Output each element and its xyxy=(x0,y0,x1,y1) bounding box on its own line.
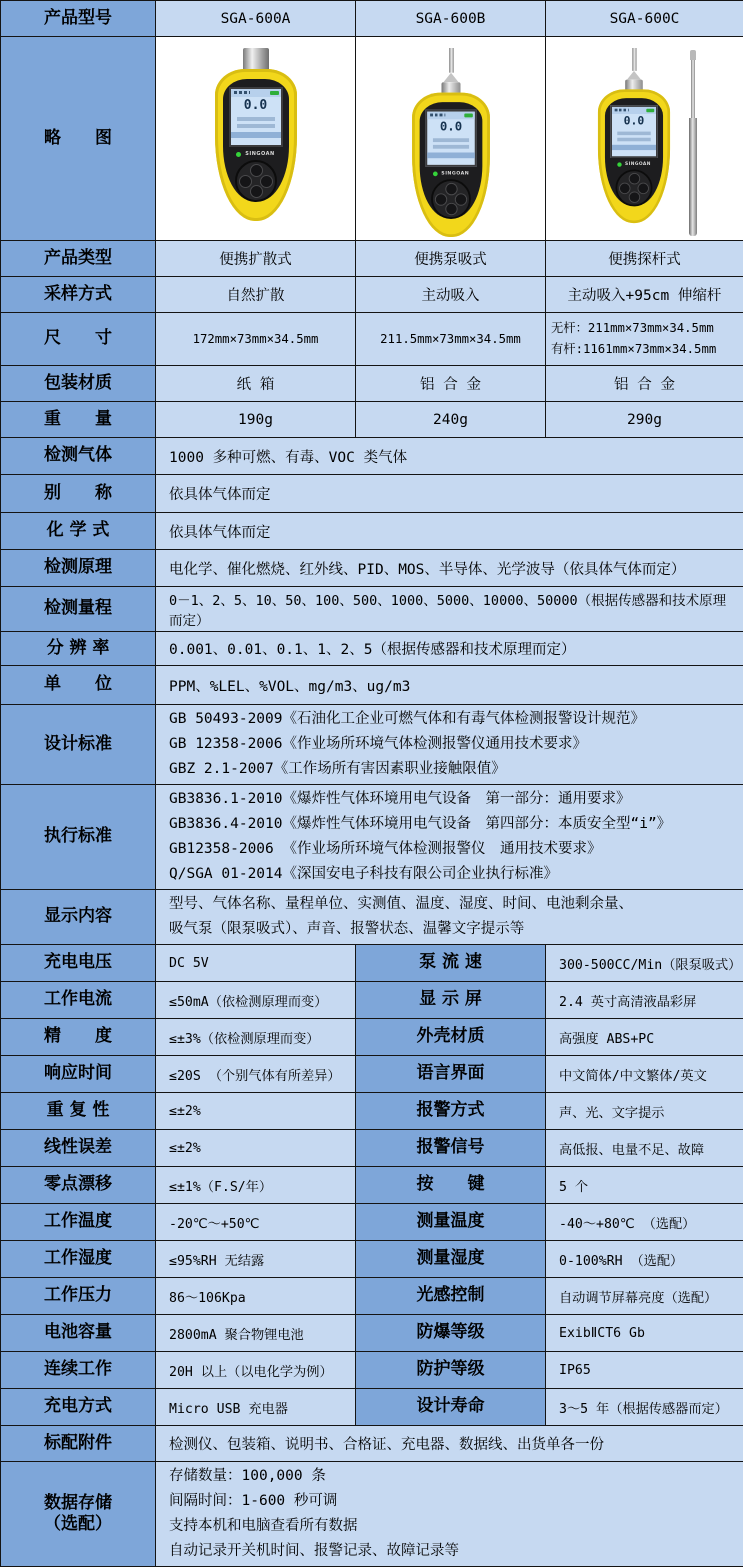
screen-text-line xyxy=(237,117,275,121)
row-value: 便携探杆式 xyxy=(546,241,743,277)
row-label: 零点漂移 xyxy=(1,1167,156,1204)
gas-detector-device xyxy=(215,48,297,221)
row-value: ExibⅡCT6 Gb xyxy=(546,1315,743,1352)
row-value: 86～106Kpa xyxy=(156,1278,356,1315)
row-value xyxy=(156,785,743,890)
row-value: PPM、%LEL、%VOL、mg/m3、ug/m3 xyxy=(156,666,743,705)
model-a: SGA-600A xyxy=(156,1,356,37)
row-label: 响应时间 xyxy=(1,1056,156,1093)
row-value: ≤±3%（依检测原理而变） xyxy=(156,1019,356,1056)
device-shell xyxy=(597,89,669,223)
row-label: 报警方式 xyxy=(356,1093,546,1130)
row-standard-accessories xyxy=(1,1426,743,1462)
row-value: 1000 多种可燃、有毒、VOC 类气体 xyxy=(156,438,743,475)
row-alias xyxy=(1,475,743,513)
row-accuracy-housing xyxy=(1,1019,743,1056)
screen-date-bar xyxy=(427,153,475,159)
row-value: 190g xyxy=(156,402,356,438)
row-label: 检测原理 xyxy=(1,550,156,587)
dimension-line: 无杆：211mm×73mm×34.5mm xyxy=(551,318,742,339)
row-label: 化 学 式 xyxy=(1,513,156,550)
display-line: 吸气泵（限泵吸式）、声音、报警状态、温馨文字提示等 xyxy=(169,917,735,942)
storage-line: 间隔时间：1-600 秒可调 xyxy=(169,1489,735,1514)
row-value: 172mm×73mm×34.5mm xyxy=(156,313,356,366)
device-face xyxy=(223,79,289,201)
row-resolution xyxy=(1,632,743,666)
row-value: 20H 以上（以电化学为例） xyxy=(156,1352,356,1389)
screen-value: 0.0 xyxy=(427,119,475,135)
row-repeatability-alarm-mode xyxy=(1,1093,743,1130)
row-label: 执行标准 xyxy=(1,785,156,890)
row-value: IP65 xyxy=(546,1352,743,1389)
row-label: 语言界面 xyxy=(356,1056,546,1093)
row-label: 显示内容 xyxy=(1,890,156,945)
row-label: 检测量程 xyxy=(1,587,156,632)
gas-detector-device xyxy=(412,48,490,237)
model-b: SGA-600B xyxy=(356,1,546,37)
standard-line: GB 50493-2009《石油化工企业可燃气体和有毒气体检测报警设计规范》 xyxy=(169,707,735,732)
row-value: 纸 箱 xyxy=(156,366,356,402)
row-data-storage xyxy=(1,1462,743,1567)
row-value xyxy=(156,705,743,785)
screen-text-line xyxy=(617,132,650,136)
row-value: 高强度 ABS+PC xyxy=(546,1019,743,1056)
screen-value: 0.0 xyxy=(612,114,656,129)
screen-text-line xyxy=(432,138,468,142)
pump-probe xyxy=(448,48,453,73)
row-product-model xyxy=(1,1,743,37)
storage-line: 存储数量：100,000 条 xyxy=(169,1464,735,1489)
row-value: 3～5 年（根据传感器而定） xyxy=(546,1389,743,1426)
device-face xyxy=(419,102,482,218)
row-label: 重 复 性 xyxy=(1,1093,156,1130)
screen-text-line xyxy=(237,124,275,128)
device-image-a xyxy=(156,37,356,241)
probe-cone xyxy=(443,73,458,83)
row-value: 铝 合 金 xyxy=(356,366,546,402)
row-value: -20℃～+50℃ xyxy=(156,1204,356,1241)
row-value: 检测仪、包装箱、说明书、合格证、充电器、数据线、出货单各一份 xyxy=(156,1426,743,1462)
row-label: 电池容量 xyxy=(1,1315,156,1352)
device-image-b xyxy=(356,37,546,241)
screen-date-bar xyxy=(231,132,281,138)
status-led xyxy=(432,171,437,176)
row-label: 包装材质 xyxy=(1,366,156,402)
row-value: 依具体气体而定 xyxy=(156,475,743,513)
brand-label: SINGOAN xyxy=(625,162,651,167)
keypad xyxy=(431,179,471,219)
row-value: ≤±2% xyxy=(156,1130,356,1167)
row-label: 泵 流 速 xyxy=(356,945,546,982)
row-working-temp-measure-temp xyxy=(1,1204,743,1241)
row-label: 分 辨 率 xyxy=(1,632,156,666)
row-value: 铝 合 金 xyxy=(546,366,743,402)
key-down xyxy=(628,191,639,202)
row-value: 主动吸入 xyxy=(356,277,546,313)
row-charging-method-design-life xyxy=(1,1389,743,1426)
standard-line: GB3836.1-2010《爆炸性气体环境用电气设备 第一部分：通用要求》 xyxy=(169,787,735,812)
device-scene xyxy=(547,38,742,239)
row-value: -40～+80℃ （选配） xyxy=(546,1204,743,1241)
row-label: 工作压力 xyxy=(1,1278,156,1315)
row-linearity-alarm-signal xyxy=(1,1130,743,1167)
model-c: SGA-600C xyxy=(546,1,743,37)
row-value: ≤50mA（依检测原理而变） xyxy=(156,982,356,1019)
row-label: 略 图 xyxy=(1,37,156,241)
row-value: ≤95%RH 无结露 xyxy=(156,1241,356,1278)
screen-status-bar xyxy=(427,112,475,120)
row-label: 防爆等级 xyxy=(356,1315,546,1352)
row-value: ≤±1%（F.S/年） xyxy=(156,1167,356,1204)
row-charging-voltage-pump-flow xyxy=(1,945,743,982)
screen-text-line xyxy=(617,138,650,142)
gas-detector-device xyxy=(597,48,669,223)
row-detection-range xyxy=(1,587,743,632)
row-value: 0.001、0.01、0.1、1、2、5（根据传感器和技术原理而定） xyxy=(156,632,743,666)
key-up xyxy=(445,183,457,195)
row-label: 显 示 屏 xyxy=(356,982,546,1019)
row-value: 2.4 英寸高清液晶彩屏 xyxy=(546,982,743,1019)
row-product-type xyxy=(1,241,743,277)
row-sampling-method xyxy=(1,277,743,313)
device-shell xyxy=(412,93,490,237)
screen-status-bar xyxy=(231,89,281,97)
row-label: 测量温度 xyxy=(356,1204,546,1241)
row-execution-standards xyxy=(1,785,743,890)
device-image-c xyxy=(546,37,743,241)
row-label: 充电方式 xyxy=(1,1389,156,1426)
row-working-pressure-light-control xyxy=(1,1278,743,1315)
device-screen xyxy=(425,110,476,167)
display-line: 型号、气体名称、量程单位、实测值、温度、湿度、时间、电池剩余量、 xyxy=(169,892,735,917)
row-value: 声、光、文字提示 xyxy=(546,1093,743,1130)
row-value: 211.5mm×73mm×34.5mm xyxy=(356,313,546,366)
key-right xyxy=(260,175,273,188)
screen-value: 0.0 xyxy=(231,97,281,114)
row-design-standards xyxy=(1,705,743,785)
row-value: 2800mA 聚合物锂电池 xyxy=(156,1315,356,1352)
row-value: 高低报、电量不足、故障 xyxy=(546,1130,743,1167)
status-led xyxy=(236,152,241,157)
row-label: 外壳材质 xyxy=(356,1019,546,1056)
row-packaging xyxy=(1,366,743,402)
row-value xyxy=(546,313,743,366)
device-screen xyxy=(610,105,658,158)
row-dimensions xyxy=(1,313,743,366)
device-screen xyxy=(229,87,283,147)
device-shell xyxy=(215,69,297,221)
row-zero-drift-buttons xyxy=(1,1167,743,1204)
row-label: 别 称 xyxy=(1,475,156,513)
row-label: 产品类型 xyxy=(1,241,156,277)
brand-label: SINGOAN xyxy=(441,171,469,177)
row-label: 充电电压 xyxy=(1,945,156,982)
device-face xyxy=(604,98,662,205)
key-right xyxy=(637,183,648,194)
telescopic-rod xyxy=(689,50,697,236)
row-working-humidity-measure-humidity xyxy=(1,1241,743,1278)
key-right xyxy=(454,193,466,205)
dimension-line: 有杆:1161mm×73mm×34.5mm xyxy=(551,339,742,360)
row-detected-gas xyxy=(1,438,743,475)
row-label: 精 度 xyxy=(1,1019,156,1056)
device-scene xyxy=(357,38,544,239)
screen-date-bar xyxy=(612,145,656,150)
row-label: 设计标准 xyxy=(1,705,156,785)
rod-lower xyxy=(689,118,697,236)
row-value xyxy=(156,1462,743,1567)
key-left xyxy=(239,175,252,188)
row-value: 自然扩散 xyxy=(156,277,356,313)
row-label: 防护等级 xyxy=(356,1352,546,1389)
status-led xyxy=(617,162,621,166)
standard-line: GB3836.4-2010《爆炸性气体环境用电气设备 第四部分：本质安全型“i”》 xyxy=(169,812,735,837)
row-value: ≤±2% xyxy=(156,1093,356,1130)
row-value: 电化学、催化燃烧、红外线、PID、MOS、半导体、光学波导（依具体气体而定） xyxy=(156,550,743,587)
row-detection-principle xyxy=(1,550,743,587)
key-down xyxy=(445,203,457,215)
key-left xyxy=(619,183,630,194)
standard-line: GB 12358-2006《作业场所环境气体检测报警仪通用技术要求》 xyxy=(169,732,735,757)
row-weight xyxy=(1,402,743,438)
row-value: 0－1、2、5、10、50、100、500、1000、5000、10000、50000（根据传感器和技术原理而定） xyxy=(156,587,743,632)
row-chemical-formula xyxy=(1,513,743,550)
row-label: 工作温度 xyxy=(1,1204,156,1241)
row-battery-explosion-proof xyxy=(1,1315,743,1352)
row-value: 依具体气体而定 xyxy=(156,513,743,550)
row-label: 报警信号 xyxy=(356,1130,546,1167)
row-value: 中文简体/中文繁体/英文 xyxy=(546,1056,743,1093)
row-label: 重 量 xyxy=(1,402,156,438)
key-up xyxy=(250,164,263,177)
row-sketch xyxy=(1,37,743,241)
screen-status-bar xyxy=(612,107,656,114)
row-value: 自动调节屏幕亮度（选配） xyxy=(546,1278,743,1315)
row-value: 5 个 xyxy=(546,1167,743,1204)
keypad xyxy=(615,169,652,206)
row-value: DC 5V xyxy=(156,945,356,982)
storage-line: 自动记录开关机时间、报警记录、故障记录等 xyxy=(169,1539,735,1564)
row-value: 主动吸入+95cm 伸缩杆 xyxy=(546,277,743,313)
row-label: 设计寿命 xyxy=(356,1389,546,1426)
row-response-time-language xyxy=(1,1056,743,1093)
row-label: 产品型号 xyxy=(1,1,156,37)
row-value: 便携泵吸式 xyxy=(356,241,546,277)
pump-probe xyxy=(631,48,635,71)
row-value: 300-500CC/Min（限泵吸式） xyxy=(546,945,743,982)
probe-cone xyxy=(626,71,640,80)
standard-line: Q/SGA 01-2014《深国安电子科技有限公司企业执行标准》 xyxy=(169,862,735,887)
storage-line: 支持本机和电脑查看所有数据 xyxy=(169,1514,735,1539)
row-value: 240g xyxy=(356,402,546,438)
key-left xyxy=(434,193,446,205)
key-down xyxy=(250,185,263,198)
row-label: 尺 寸 xyxy=(1,313,156,366)
row-label: 采样方式 xyxy=(1,277,156,313)
row-display-content xyxy=(1,890,743,945)
row-label: 单 位 xyxy=(1,666,156,705)
row-value: 便携扩散式 xyxy=(156,241,356,277)
brand-label: SINGOAN xyxy=(245,151,274,157)
storage-label-line: 数据存储 xyxy=(2,1493,154,1514)
row-value: 0-100%RH （选配） xyxy=(546,1241,743,1278)
row-label: 标配附件 xyxy=(1,1426,156,1462)
screen-text-line xyxy=(432,145,468,149)
rod-upper xyxy=(691,60,695,118)
storage-label-line: （选配） xyxy=(2,1514,154,1535)
row-label: 工作电流 xyxy=(1,982,156,1019)
row-value: Micro USB 充电器 xyxy=(156,1389,356,1426)
row-working-current-display xyxy=(1,982,743,1019)
row-label xyxy=(1,1462,156,1567)
row-units xyxy=(1,666,743,705)
key-up xyxy=(628,173,639,184)
row-label: 检测气体 xyxy=(1,438,156,475)
device-scene xyxy=(157,38,354,239)
row-label: 光感控制 xyxy=(356,1278,546,1315)
row-continuous-work-protection xyxy=(1,1352,743,1389)
rod-tip xyxy=(690,50,696,60)
keypad xyxy=(235,160,277,202)
row-value: ≤20S （个别气体有所差异） xyxy=(156,1056,356,1093)
row-label: 工作湿度 xyxy=(1,1241,156,1278)
row-label: 测量湿度 xyxy=(356,1241,546,1278)
row-label: 连续工作 xyxy=(1,1352,156,1389)
standard-line: GBZ 2.1-2007《工作场所有害因素职业接触限值》 xyxy=(169,757,735,782)
standard-line: GB12358-2006 《作业场所环境气体检测报警仪 通用技术要求》 xyxy=(169,837,735,862)
row-label: 按 键 xyxy=(356,1167,546,1204)
row-value xyxy=(156,890,743,945)
row-value: 290g xyxy=(546,402,743,438)
row-label: 线性误差 xyxy=(1,1130,156,1167)
